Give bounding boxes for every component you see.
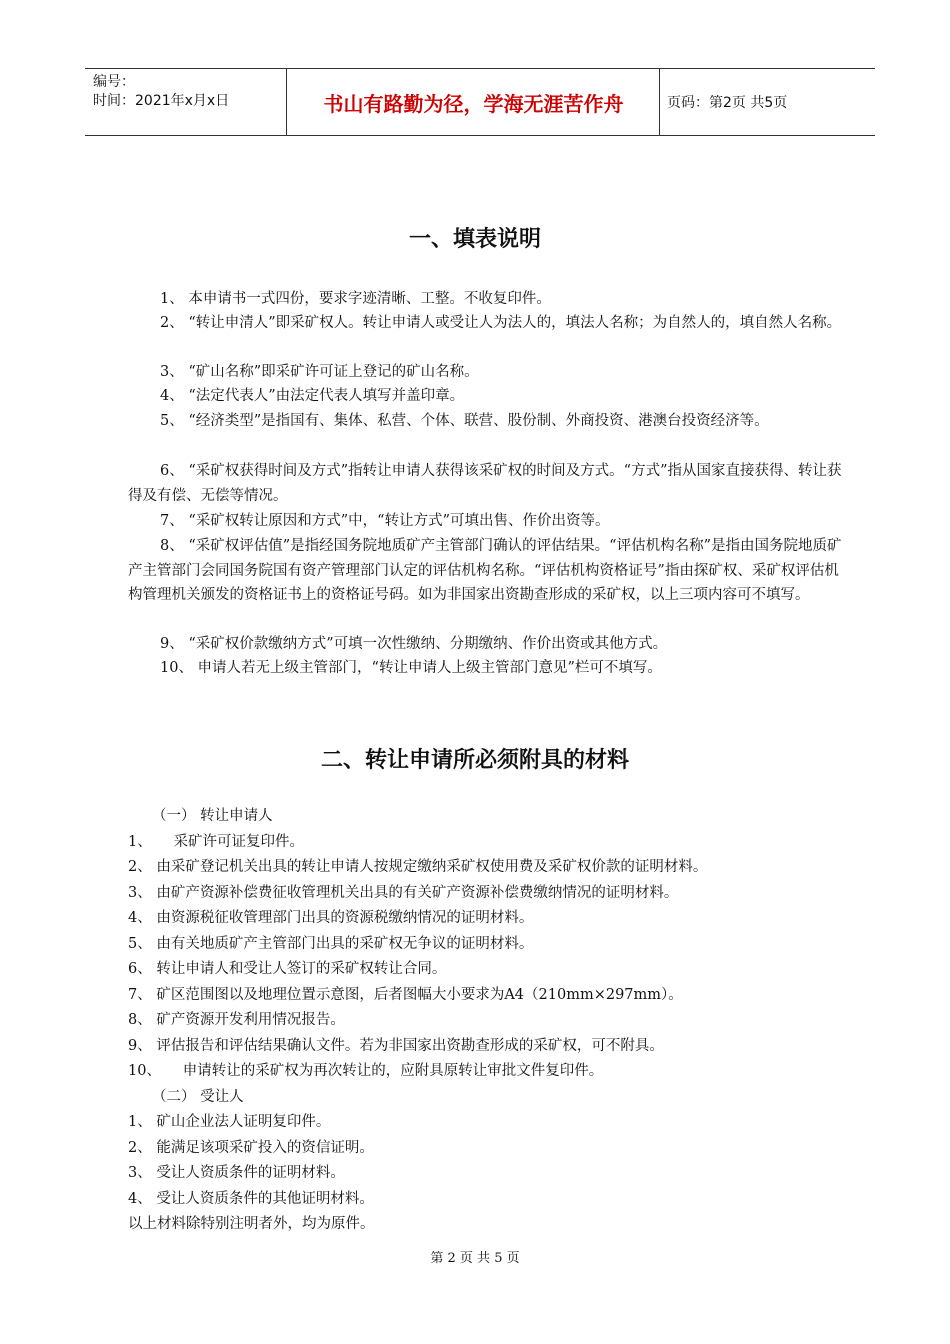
section2-title: 二、转让申请所必须附具的材料	[320, 748, 629, 773]
header-page-number: 页码：第2页 共5页	[667, 95, 788, 111]
section1-title: 一、填表说明	[408, 227, 541, 252]
section1-item: 7、 “采矿权转让原因和方式”中，“转让方式”可填出售、作价出资等。	[160, 513, 610, 529]
page-footer: 第 2 页 共 5 页	[430, 1251, 520, 1266]
group1-label: （一） 转让申请人	[152, 808, 273, 824]
section1-item: 6、 “采矿权获得时间及方式”指转让申请人获得该采矿权的时间及方式。“方式”指从国家直接获得、转让获得及有偿、无偿等情况。	[128, 463, 842, 504]
list-item: 1、 采矿许可证复印件。	[128, 833, 304, 850]
list-item: 3、 由矿产资源补偿费征收管理机关出具的有关矿产资源补偿费缴纳情况的证明材料。	[128, 884, 679, 901]
section1-item: 4、 “法定代表人”由法定代表人填写并盖印章。	[160, 388, 465, 404]
list-item: 9、 评估报告和评估结果确认文件。若为非国家出资勘查形成的采矿权，可不附具。	[128, 1037, 664, 1054]
header-number: 编号：	[93, 74, 135, 90]
list-item: 8、 矿产资源开发利用情况报告。	[128, 1012, 345, 1028]
section1-item: 5、 “经济类型”是指国有、集体、私营、个体、联营、股份制、外商投资、港澳台投资经济等。	[160, 413, 769, 429]
section1-item: 9、 “采矿权价款缴纳方式”可填一次性缴纳、分期缴纳、作价出资或其他方式。	[160, 636, 668, 652]
section1-item: 2、 “转让申清人”即采矿权人。转让申请人或受让人为法人的，填法人名称；为自然人的，填自然人名称。	[160, 315, 842, 331]
closing-note: 以上材料除特别注明者外，均为原件。	[128, 1216, 375, 1232]
header-divider	[659, 69, 660, 135]
section1-item: 8、 “采矿权评估值”是指经国务院地质矿产主管部门确认的评估结果。“评估机构名称”是指由国务院地质矿产主管部门会同国务院国有资产管理部门认定的评估机构名称。“评估机构资格证号”指由探矿权、采矿权评估机构管理机关颁发的资格证书上的资格证号码。如为非国家出资勘查形成的采矿权，以上三项内容可不填写。	[128, 538, 842, 603]
section1-item: 3、 “矿山名称”即采矿许可证上登记的矿山名称。	[160, 364, 479, 380]
header-motto: 书山有路勤为径，学海无涯苦作舟	[323, 91, 624, 116]
list-item: 2、 能满足该项采矿投入的资信证明。	[128, 1139, 374, 1156]
list-item: 4、 由资源税征收管理部门出具的资源税缴纳情况的证明材料。	[128, 910, 534, 926]
group2-label: （二） 受让人	[152, 1088, 244, 1105]
section2-list	[128, 804, 843, 1238]
list-item: 1、 矿山企业法人证明复印件。	[128, 1114, 331, 1130]
header-meta	[93, 73, 229, 111]
list-item: 2、 由采矿登记机关出具的转让申请人按规定缴纳采矿权使用费及采矿权价款的证明材料。	[128, 859, 708, 875]
list-item: 7、 矿区范围图以及地理位置示意图，后者图幅大小要求为A4（210mm×297mm）。	[128, 986, 683, 1003]
list-item: 3、 受让人资质条件的证明材料。	[128, 1165, 345, 1181]
page-header	[85, 68, 875, 136]
section1-item: 1、 本申请书一式四份，要求字迹清晰、工整。不收复印件。	[160, 291, 551, 307]
list-item: 5、 由有关地质矿产主管部门出具的采矿权无争议的证明材料。	[128, 935, 534, 952]
section1-item: 10、 申请人若无上级主管部门，“转让申请人上级主管部门意见”栏可不填写。	[160, 660, 662, 676]
list-item: 10、 申请转让的采矿权为再次转让的，应附具原转让审批文件复印件。	[128, 1063, 604, 1079]
header-time: 时间：2021年x月x日	[93, 93, 230, 109]
list-item: 6、 转让申请人和受让人签订的采矿权转让合同。	[128, 961, 447, 977]
list-item: 4、 受让人资质条件的其他证明材料。	[128, 1190, 374, 1207]
